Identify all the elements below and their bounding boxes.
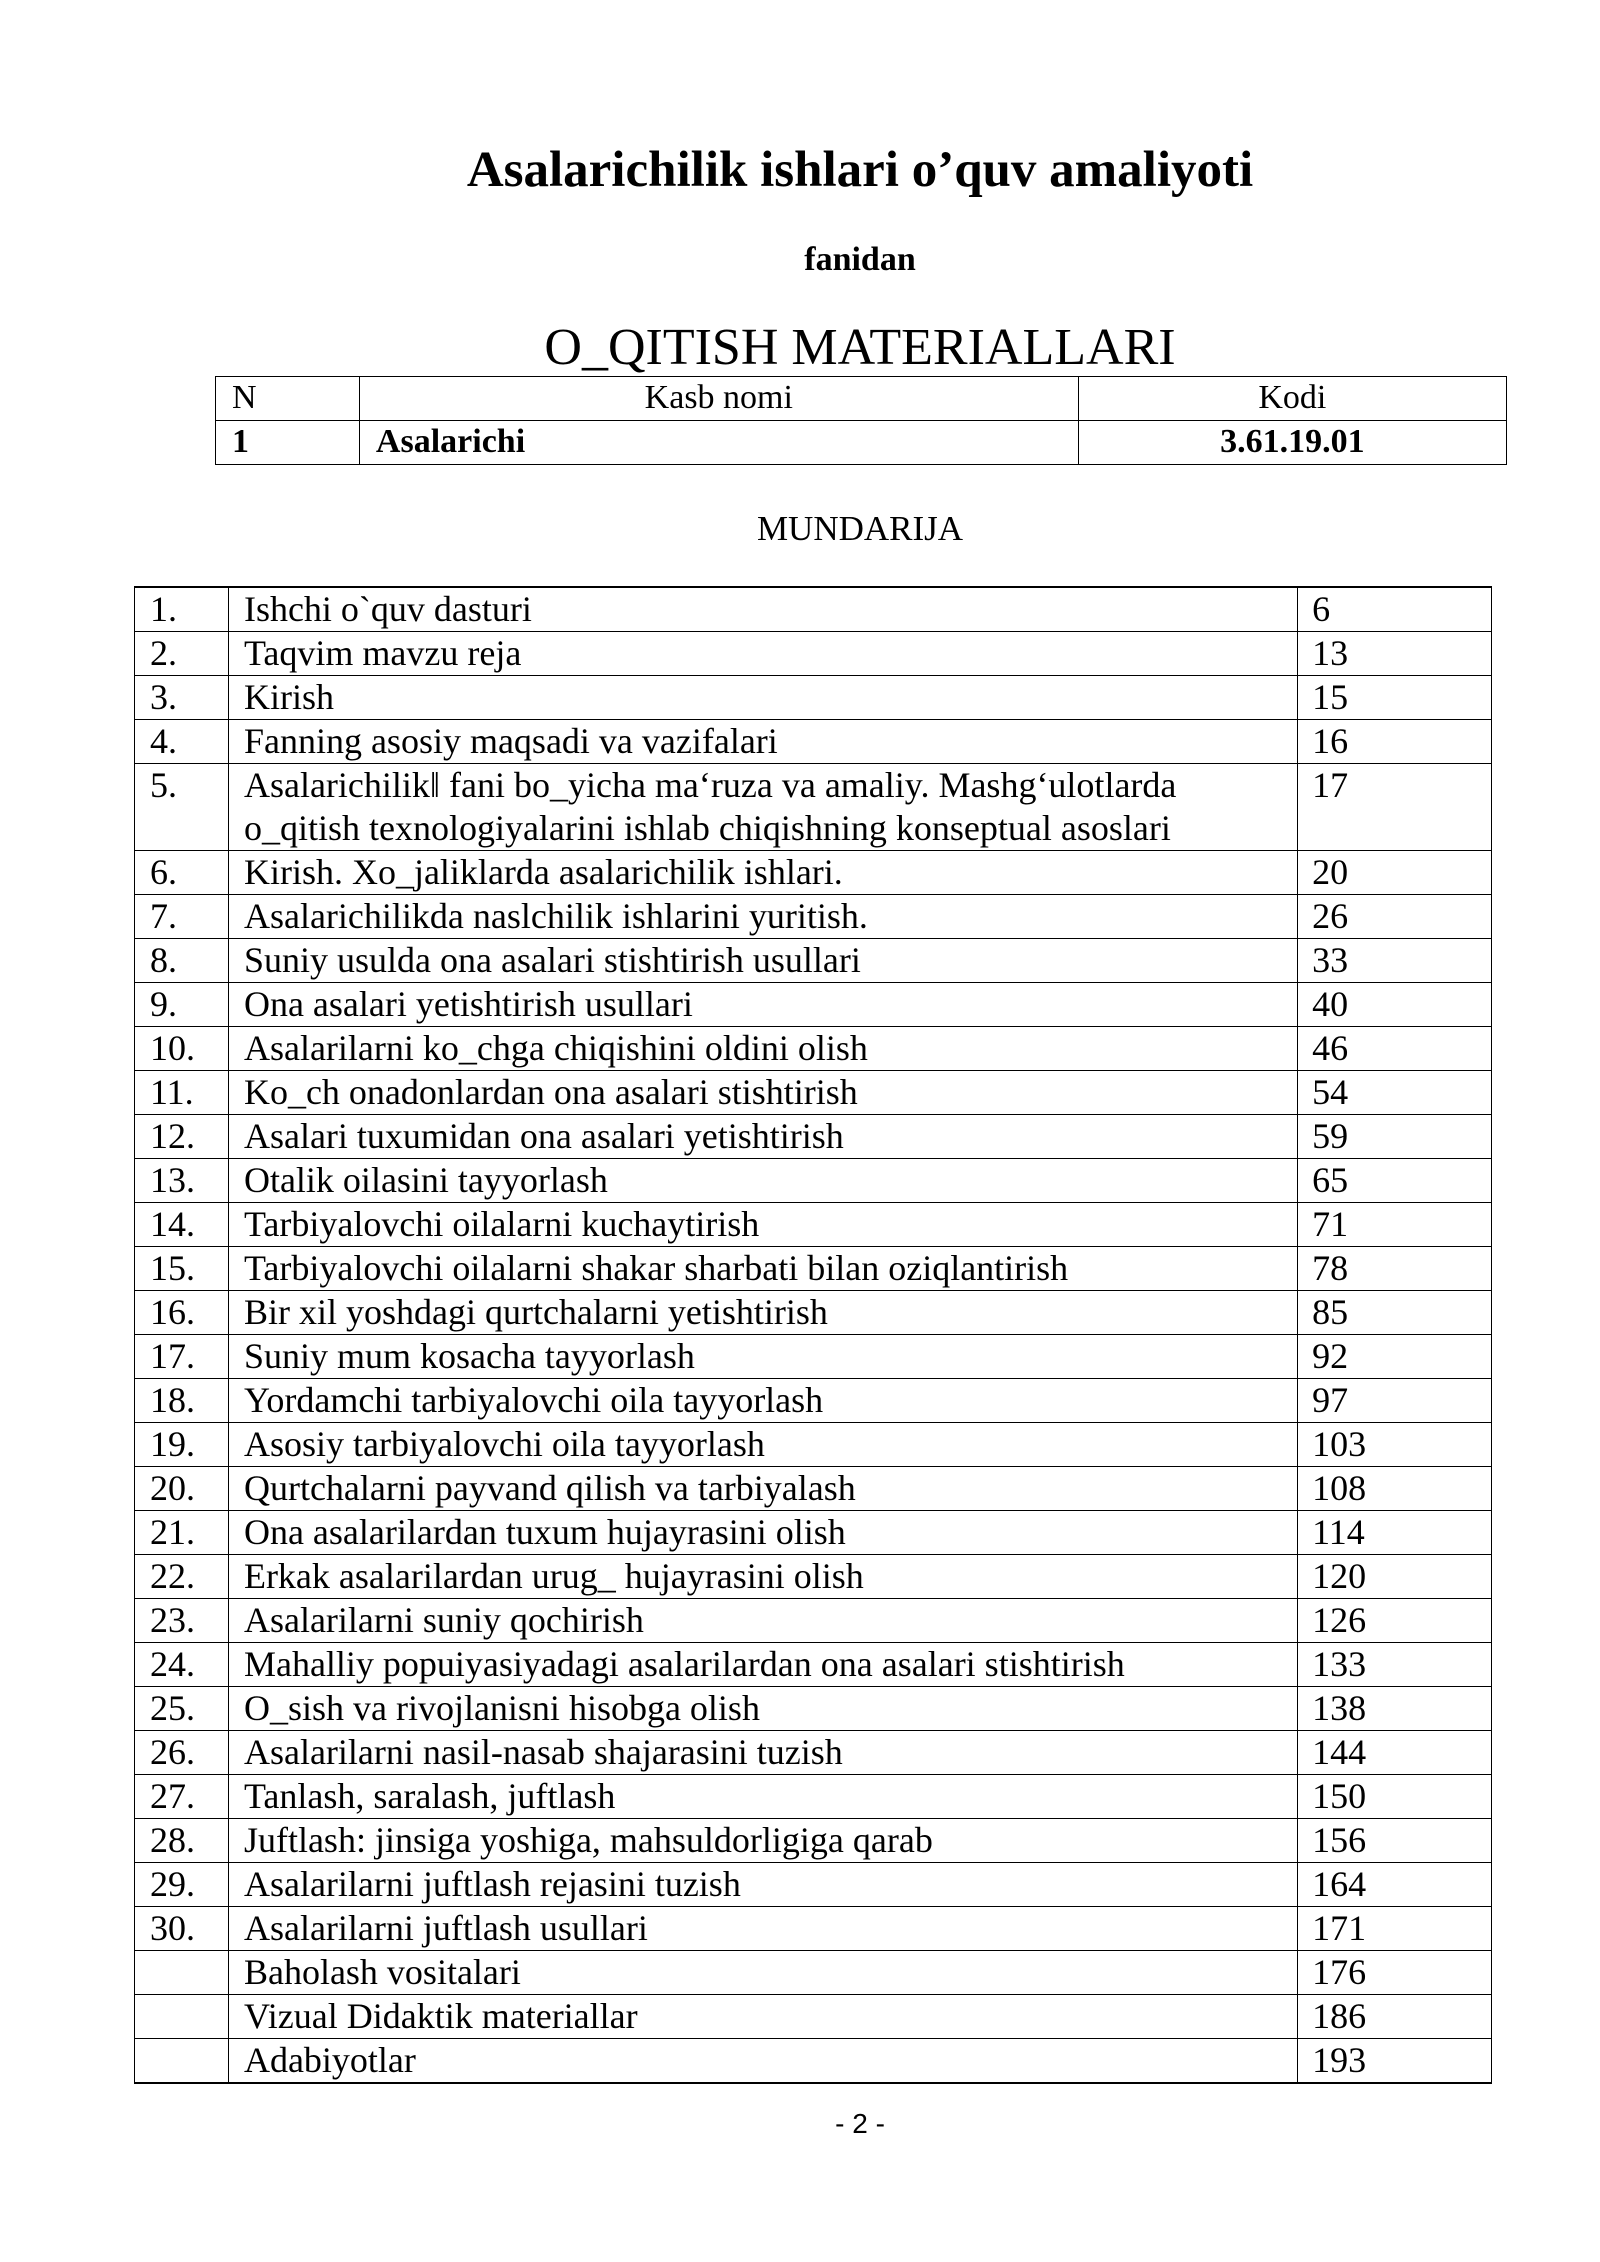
- contents-row-page: 126: [1298, 1599, 1492, 1643]
- contents-row-number: 18.: [135, 1379, 229, 1423]
- contents-row-title: Tanlash, saralash, juftlash: [228, 1775, 1297, 1819]
- contents-row-page: 138: [1298, 1687, 1492, 1731]
- contents-row-title: Asalarichilikda naslchilik ishlarini yuritish.: [228, 895, 1297, 939]
- contents-row-number: 3.: [135, 676, 229, 720]
- contents-row: [135, 1423, 1492, 1467]
- contents-row-page: 92: [1298, 1335, 1492, 1379]
- contents-table-body: [135, 587, 1492, 2083]
- contents-row-number: 21.: [135, 1511, 229, 1555]
- contents-row-page: 20: [1298, 851, 1492, 895]
- header-number: N: [216, 377, 360, 421]
- contents-row-page: 156: [1298, 1819, 1492, 1863]
- contents-row-number: 1.: [135, 587, 229, 632]
- contents-row-title: Fanning asosiy maqsadi va vazifalari: [228, 720, 1297, 764]
- header-code: Kodi: [1078, 377, 1506, 421]
- contents-row-title: Asalarilarni juftlash usullari: [228, 1907, 1297, 1951]
- contents-row: [135, 1511, 1492, 1555]
- contents-row-number: 20.: [135, 1467, 229, 1511]
- contents-row: [135, 1907, 1492, 1951]
- contents-row-title: Asalarilarni ko_chga chiqishini oldini olish: [228, 1027, 1297, 1071]
- contents-row-number: 6.: [135, 851, 229, 895]
- contents-row: [135, 1071, 1492, 1115]
- contents-row-page: 186: [1298, 1995, 1492, 2039]
- contents-row-page: 164: [1298, 1863, 1492, 1907]
- contents-row-number: 22.: [135, 1555, 229, 1599]
- contents-row-page: 85: [1298, 1291, 1492, 1335]
- contents-row-page: 33: [1298, 939, 1492, 983]
- contents-row-number: 7.: [135, 895, 229, 939]
- contents-row-title: Asalarilarni juftlash rejasini tuzish: [228, 1863, 1297, 1907]
- contents-row-number: 19.: [135, 1423, 229, 1467]
- contents-row-number: 8.: [135, 939, 229, 983]
- contents-row-page: 103: [1298, 1423, 1492, 1467]
- contents-row: [135, 764, 1492, 851]
- contents-row-number: 23.: [135, 1599, 229, 1643]
- contents-row: [135, 1731, 1492, 1775]
- contents-row-number: 24.: [135, 1643, 229, 1687]
- contents-row-title: Tarbiyalovchi oilalarni shakar sharbati bilan oziqlantirish: [228, 1247, 1297, 1291]
- contents-row-number: 16.: [135, 1291, 229, 1335]
- contents-row-page: 114: [1298, 1511, 1492, 1555]
- contents-row-page: 65: [1298, 1159, 1492, 1203]
- contents-table: [134, 586, 1492, 2084]
- contents-row-title: Asalarichilik‖ fani bo_yicha ma‘ruza va amaliy. Mashg‘ulotlarda o_qitish texnologiyalarini ishlab chiqishning konseptual asoslari: [228, 764, 1297, 851]
- contents-row-title: Asalari tuxumidan ona asalari yetishtirish: [228, 1115, 1297, 1159]
- contents-row-page: 15: [1298, 676, 1492, 720]
- contents-row: [135, 2039, 1492, 2084]
- contents-row-number: 12.: [135, 1115, 229, 1159]
- contents-row: [135, 895, 1492, 939]
- contents-row-number: [135, 1951, 229, 1995]
- document-title: Asalarichilik ishlari o’quv amaliyoti: [466, 142, 1254, 198]
- contents-row-number: 27.: [135, 1775, 229, 1819]
- profession-name: Asalarichi: [359, 421, 1078, 465]
- contents-row-number: 29.: [135, 1863, 229, 1907]
- contents-row-number: 28.: [135, 1819, 229, 1863]
- profession-table: [215, 376, 1507, 465]
- contents-row-page: 16: [1298, 720, 1492, 764]
- contents-row-title: Tarbiyalovchi oilalarni kuchaytirish: [228, 1203, 1297, 1247]
- contents-row: [135, 1687, 1492, 1731]
- contents-row-page: 17: [1298, 764, 1492, 851]
- profession-table-header: [216, 377, 1507, 421]
- section-heading: O_QITISH MATERIALLARI: [544, 319, 1176, 376]
- contents-row: [135, 1115, 1492, 1159]
- contents-row-title: Erkak asalarilardan urug_ hujayrasini olish: [228, 1555, 1297, 1599]
- contents-row-title: Adabiyotlar: [228, 2039, 1297, 2084]
- document-subtitle: fanidan: [804, 241, 916, 278]
- contents-row: [135, 1027, 1492, 1071]
- contents-row: [135, 939, 1492, 983]
- contents-row-page: 133: [1298, 1643, 1492, 1687]
- contents-row-page: 150: [1298, 1775, 1492, 1819]
- contents-row: [135, 1203, 1492, 1247]
- contents-row: [135, 676, 1492, 720]
- contents-row-page: 26: [1298, 895, 1492, 939]
- contents-row-title: O_sish va rivojlanisni hisobga olish: [228, 1687, 1297, 1731]
- contents-row-page: 144: [1298, 1731, 1492, 1775]
- contents-row-title: Asalarilarni suniy qochirish: [228, 1599, 1297, 1643]
- contents-row: [135, 1247, 1492, 1291]
- contents-row-title: Asalarilarni nasil-nasab shajarasini tuzish: [228, 1731, 1297, 1775]
- contents-row-number: [135, 2039, 229, 2084]
- contents-row-number: 25.: [135, 1687, 229, 1731]
- profession-number: 1: [216, 421, 360, 465]
- contents-row-number: 14.: [135, 1203, 229, 1247]
- contents-row: [135, 983, 1492, 1027]
- contents-row: [135, 1863, 1492, 1907]
- contents-row-page: 40: [1298, 983, 1492, 1027]
- contents-row: [135, 632, 1492, 676]
- profession-code: 3.61.19.01: [1078, 421, 1506, 465]
- contents-row-page: 54: [1298, 1071, 1492, 1115]
- contents-row-page: 171: [1298, 1907, 1492, 1951]
- contents-row: [135, 1467, 1492, 1511]
- header-profession-name: Kasb nomi: [359, 377, 1078, 421]
- contents-row-title: Qurtchalarni payvand qilish va tarbiyalash: [228, 1467, 1297, 1511]
- contents-row-number: 9.: [135, 983, 229, 1027]
- page-number: - 2 -: [835, 2108, 885, 2139]
- contents-row-page: 46: [1298, 1027, 1492, 1071]
- contents-row-number: 30.: [135, 1907, 229, 1951]
- contents-row: [135, 587, 1492, 632]
- contents-row-title: Baholash vositalari: [228, 1951, 1297, 1995]
- contents-row-page: 13: [1298, 632, 1492, 676]
- contents-row: [135, 1643, 1492, 1687]
- contents-row-page: 71: [1298, 1203, 1492, 1247]
- contents-row: [135, 851, 1492, 895]
- contents-row: [135, 1379, 1492, 1423]
- contents-row-title: Taqvim mavzu reja: [228, 632, 1297, 676]
- contents-row-page: 193: [1298, 2039, 1492, 2084]
- contents-row: [135, 1819, 1492, 1863]
- contents-row-title: Vizual Didaktik materiallar: [228, 1995, 1297, 2039]
- contents-row-title: Suniy usulda ona asalari stishtirish usullari: [228, 939, 1297, 983]
- contents-row-number: 26.: [135, 1731, 229, 1775]
- contents-row: [135, 1335, 1492, 1379]
- contents-row-number: 13.: [135, 1159, 229, 1203]
- contents-row: [135, 1599, 1492, 1643]
- contents-row: [135, 1291, 1492, 1335]
- contents-row-page: 176: [1298, 1951, 1492, 1995]
- contents-row-title: Ishchi o`quv dasturi: [228, 587, 1297, 632]
- contents-row-number: 15.: [135, 1247, 229, 1291]
- contents-row-title: Juftlash: jinsiga yoshiga, mahsuldorligiga qarab: [228, 1819, 1297, 1863]
- contents-row-page: 120: [1298, 1555, 1492, 1599]
- contents-row-number: 10.: [135, 1027, 229, 1071]
- contents-row-title: Yordamchi tarbiyalovchi oila tayyorlash: [228, 1379, 1297, 1423]
- contents-row-title: Ona asalari yetishtirish usullari: [228, 983, 1297, 1027]
- contents-row-page: 97: [1298, 1379, 1492, 1423]
- contents-row-title: Kirish. Xo_jaliklarda asalarichilik ishlari.: [228, 851, 1297, 895]
- contents-row-number: 2.: [135, 632, 229, 676]
- contents-row-number: 4.: [135, 720, 229, 764]
- contents-row-page: 78: [1298, 1247, 1492, 1291]
- contents-row-number: 5.: [135, 764, 229, 851]
- contents-row-title: Asosiy tarbiyalovchi oila tayyorlash: [228, 1423, 1297, 1467]
- contents-row-page: 59: [1298, 1115, 1492, 1159]
- profession-table-row: [216, 421, 1507, 465]
- contents-row-number: [135, 1995, 229, 2039]
- contents-row-title: Bir xil yoshdagi qurtchalarni yetishtirish: [228, 1291, 1297, 1335]
- contents-row-title: Kirish: [228, 676, 1297, 720]
- contents-row: [135, 1555, 1492, 1599]
- contents-row: [135, 1775, 1492, 1819]
- contents-row-number: 17.: [135, 1335, 229, 1379]
- contents-row-title: Ona asalarilardan tuxum hujayrasini olish: [228, 1511, 1297, 1555]
- contents-row-page: 108: [1298, 1467, 1492, 1511]
- contents-row-title: Mahalliy popuiyasiyadagi asalarilardan ona asalari stishtirish: [228, 1643, 1297, 1687]
- contents-row-number: 11.: [135, 1071, 229, 1115]
- contents-row: [135, 1159, 1492, 1203]
- contents-row-title: Ko_ch onadonlardan ona asalari stishtirish: [228, 1071, 1297, 1115]
- contents-row-page: 6: [1298, 587, 1492, 632]
- contents-row-title: Suniy mum kosacha tayyorlash: [228, 1335, 1297, 1379]
- contents-row: [135, 720, 1492, 764]
- contents-row: [135, 1951, 1492, 1995]
- contents-row: [135, 1995, 1492, 2039]
- contents-row-title: Otalik oilasini tayyorlash: [228, 1159, 1297, 1203]
- contents-title: MUNDARIJA: [756, 509, 964, 548]
